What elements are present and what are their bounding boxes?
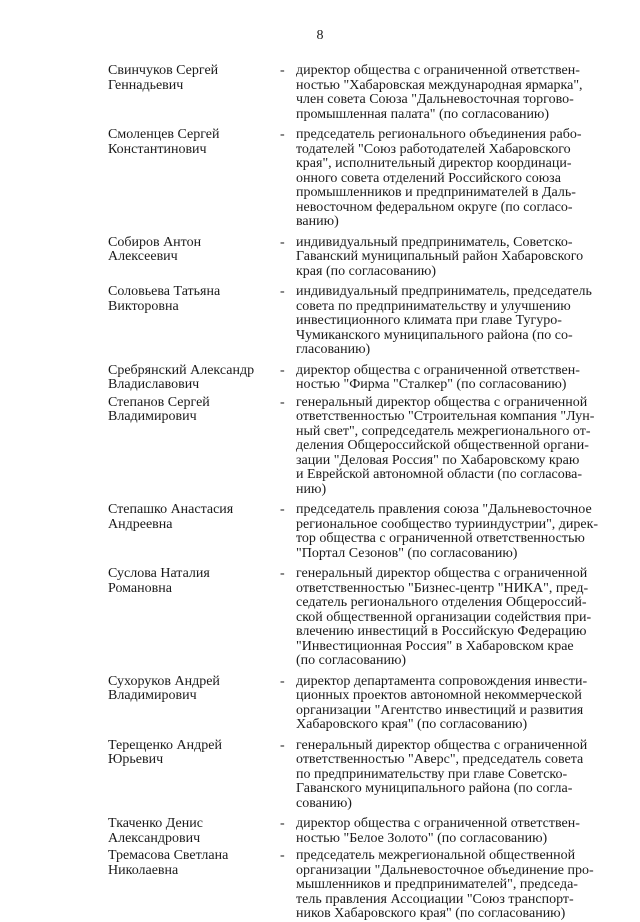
list-item (108, 128, 620, 230)
dash-separator: - (280, 127, 285, 142)
dash-separator: - (280, 284, 285, 299)
member-name: Соловьева Татьяна Викторовна (108, 284, 221, 314)
member-description: генеральный директор общества с ограниченной ответственностью "Строительная компания "Лун- ный свет", сопредседатель межрегионального от- деления Общероссийской общественной органи- зации "Деловая Россия" по Хабаровскому краю и Еврейской автономной области (по согласова- нию) (296, 394, 595, 497)
dash-separator: - (280, 234, 285, 250)
list-item (108, 236, 620, 280)
dash-separator: - (280, 566, 285, 581)
member-description: директор департамента сопровождения инвести- ционных проектов автономной некоммерческой организации "Агентство инвестиций и развития Хабаровского края" (по согласованию) (296, 673, 588, 732)
dash-separator: - (280, 394, 285, 410)
member-name: Тремасова Светлана Николаевна (108, 848, 229, 878)
member-list (108, 64, 620, 922)
list-item (108, 567, 620, 669)
list-item (108, 503, 620, 561)
member-description: генеральный директор общества с ограниченной ответственностью "Аверс", председатель совета по предпринимательству при главе Советско- Гаванского муниципального района (по согла- сованию) (296, 737, 588, 811)
dash-separator: - (280, 737, 285, 753)
dash-separator: - (280, 816, 285, 831)
member-name: Сребрянский Александр Владиславович (108, 362, 255, 392)
member-name: Сухоруков Андрей Владимирович (108, 673, 220, 703)
dash-separator: - (280, 502, 285, 517)
list-item (108, 849, 620, 922)
member-name: Степанов Сергей Владимирович (108, 394, 210, 424)
member-description: директор общества с ограниченной ответствен- ностью "Белое Золото" (по согласованию) (296, 816, 580, 846)
dash-separator: - (280, 362, 285, 378)
member-name: Степашко Анастасия Андреевна (108, 502, 234, 532)
member-description: председатель правления союза "Дальневосточное региональное сообщество турииндустрии", дирек- тор общества с ограниченной ответственностью "Портал Сезонов" (по согласованию) (296, 502, 599, 561)
list-item (108, 396, 620, 498)
member-description: индивидуальный предприниматель, председатель совета по предпринимательству и улучшению инвестиционного климата при главе Тугуро- Чумиканского муниципального района (по со- гласованию) (296, 284, 592, 357)
list-item (108, 364, 620, 393)
dash-separator: - (280, 63, 285, 78)
dash-separator: - (280, 848, 285, 863)
member-name: Ткаченко Денис Александрович (108, 816, 203, 846)
list-item (108, 675, 620, 733)
list-item (108, 739, 620, 812)
member-description: председатель межрегиональной общественной организации "Дальневосточное объединение про- мышленников и предпринимателей", председа- тель правления Ассоциации "Союз транспорт- ников Хабаровского края" (по согласованию) (296, 848, 594, 921)
dash-separator: - (280, 673, 285, 689)
member-name: Смоленцев Сергей Константинович (108, 127, 220, 157)
list-item (108, 817, 620, 846)
member-description: директор общества с ограниченной ответствен- ностью "Фирма "Сталкер" (по согласованию) (296, 362, 580, 392)
member-name: Свинчуков Сергей Геннадьевич (108, 63, 219, 93)
member-name: Суслова Наталия Романовна (108, 566, 210, 596)
member-name: Собиров Антон Алексеевич (108, 234, 202, 264)
member-description: индивидуальный предприниматель, Советско- Гаванский муниципальный район Хабаровского края (по согласованию) (296, 234, 584, 279)
member-description: председатель регионального объединения рабо- тодателей "Союз работодателей Хабаровского края", исполнительный директор координаци- онного совета отделений Российского союза промышленников и предпринимателей в Даль- невосточном федеральном округе (по согласо- ванию) (296, 127, 582, 229)
list-item (108, 285, 620, 358)
member-description: генеральный директор общества с ограниченной ответственностью "Бизнес-центр "НИКА", пред- седатель регионального отделения Общероссий- ской общественной организации содействия при- влечению инвестиций в Российскую Федерацию "Инвестиционная Россия" в Хабаровском крае (по согласованию) (296, 566, 592, 668)
page-number: 8 (316, 28, 324, 43)
member-description: директор общества с ограниченной ответствен- ностью "Хабаровская международная ярмарка", член совета Союза "Дальневосточная торгово- промышленная палата" (по согласованию) (296, 63, 583, 122)
member-name: Терещенко Андрей Юрьевич (108, 737, 222, 767)
list-item (108, 64, 620, 122)
